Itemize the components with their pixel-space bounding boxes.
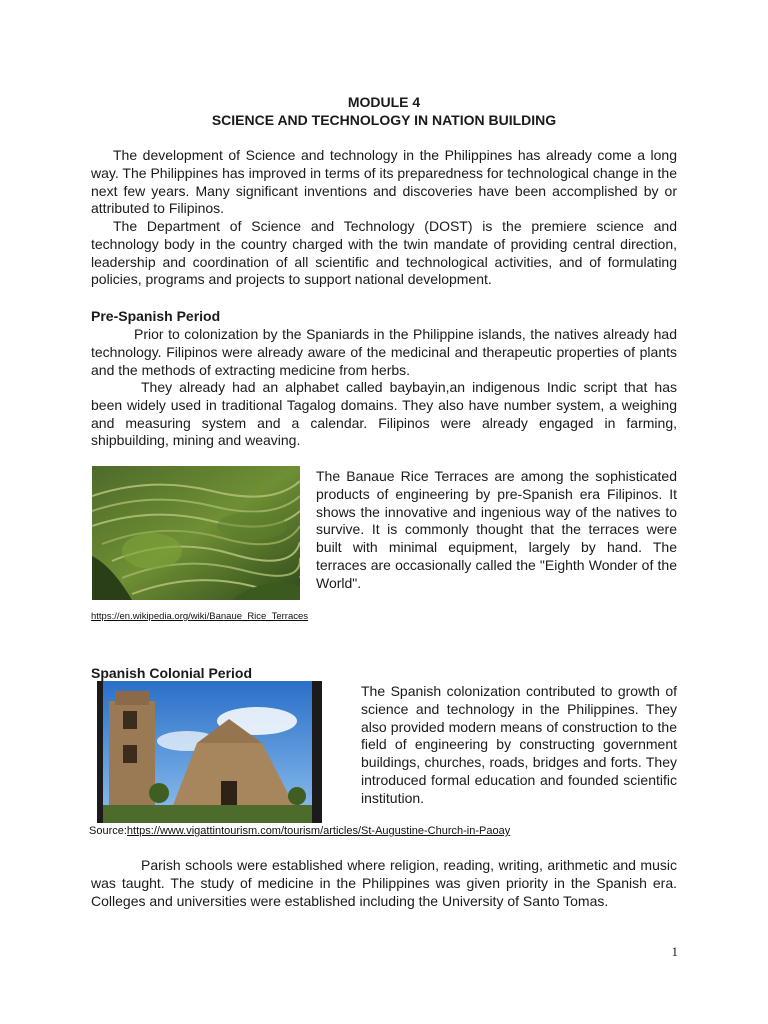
source-label: Source:: [89, 825, 127, 837]
spanish-period-caption: The Spanish colonization contributed to growth of science and technology in the Philippines. They also provided modern means of construction to the field of engineering by constructing government buildings, churches, roads, bridges and forts. They introduced formal education and founded scientific institution.: [361, 683, 677, 806]
pre-spanish-heading: Pre-Spanish Period: [91, 308, 221, 324]
pre-spanish-paragraph-2: They already had an alphabet called baybayin,an indigenous Indic script that has been widely used in traditional Tagalog domains. They also have number system, a weighing and measuring system and a calendar. Filipinos were already engaged in farming, shipbuilding, mining and weaving.: [91, 379, 677, 449]
image-source: [89, 825, 510, 837]
intro-paragraph-1: The development of Science and technology in the Philippines has already come a long way. The Philippines has improved in terms of its preparedness for technological change in the next few years. Many significant inventions and discoveries have been accomplished by or attributed to Filipinos.: [91, 147, 677, 217]
page-number: 1: [671, 944, 678, 959]
pre-spanish-paragraph-1: Prior to colonization by the Spaniards in the Philippine islands, the natives already had technology. Filipinos were already aware of the medicinal and therapeutic properties of plants and the methods of extracting medicine from herbs.: [91, 326, 677, 378]
spanish-period-paragraph: Parish schools were established where religion, reading, writing, arithmetic and music was taught. The study of medicine in the Philippines was given priority in the Spanish era. Colleges and universities were established including the University of Santo Tomas.: [91, 857, 677, 909]
module-number: MODULE 4: [347, 94, 421, 110]
intro-paragraph-2: The Department of Science and Technology (DOST) is the premiere science and technology body in the country charged with the twin mandate of providing central direction, leadership and coordination of all scientific and technological activities, and of formulating policies, programs and projects to support national development.: [91, 218, 677, 288]
source-link[interactable]: https://www.vigattintourism.com/tourism/articles/St-Augustine-Church-in-Paoay: [126, 825, 511, 837]
rice-terraces-caption: The Banaue Rice Terraces are among the sophisticated products of engineering by pre-Spanish era Filipinos. It shows the innovative and ingenious way of the natives to survive. It is commonly thought that the terraces were built with minimal equipment, largely by hand. The terraces are occasionally called the "Eighth Wonder of the World".: [316, 468, 677, 591]
wikipedia-link[interactable]: https://en.wikipedia.org/wiki/Banaue_Rice_Terraces: [91, 611, 309, 622]
spanish-period-heading: Spanish Colonial Period: [91, 665, 253, 681]
page-title: SCIENCE AND TECHNOLOGY IN NATION BUILDING: [211, 112, 557, 128]
rice-terraces-image: [92, 466, 300, 600]
paoay-church-image: [97, 681, 322, 823]
